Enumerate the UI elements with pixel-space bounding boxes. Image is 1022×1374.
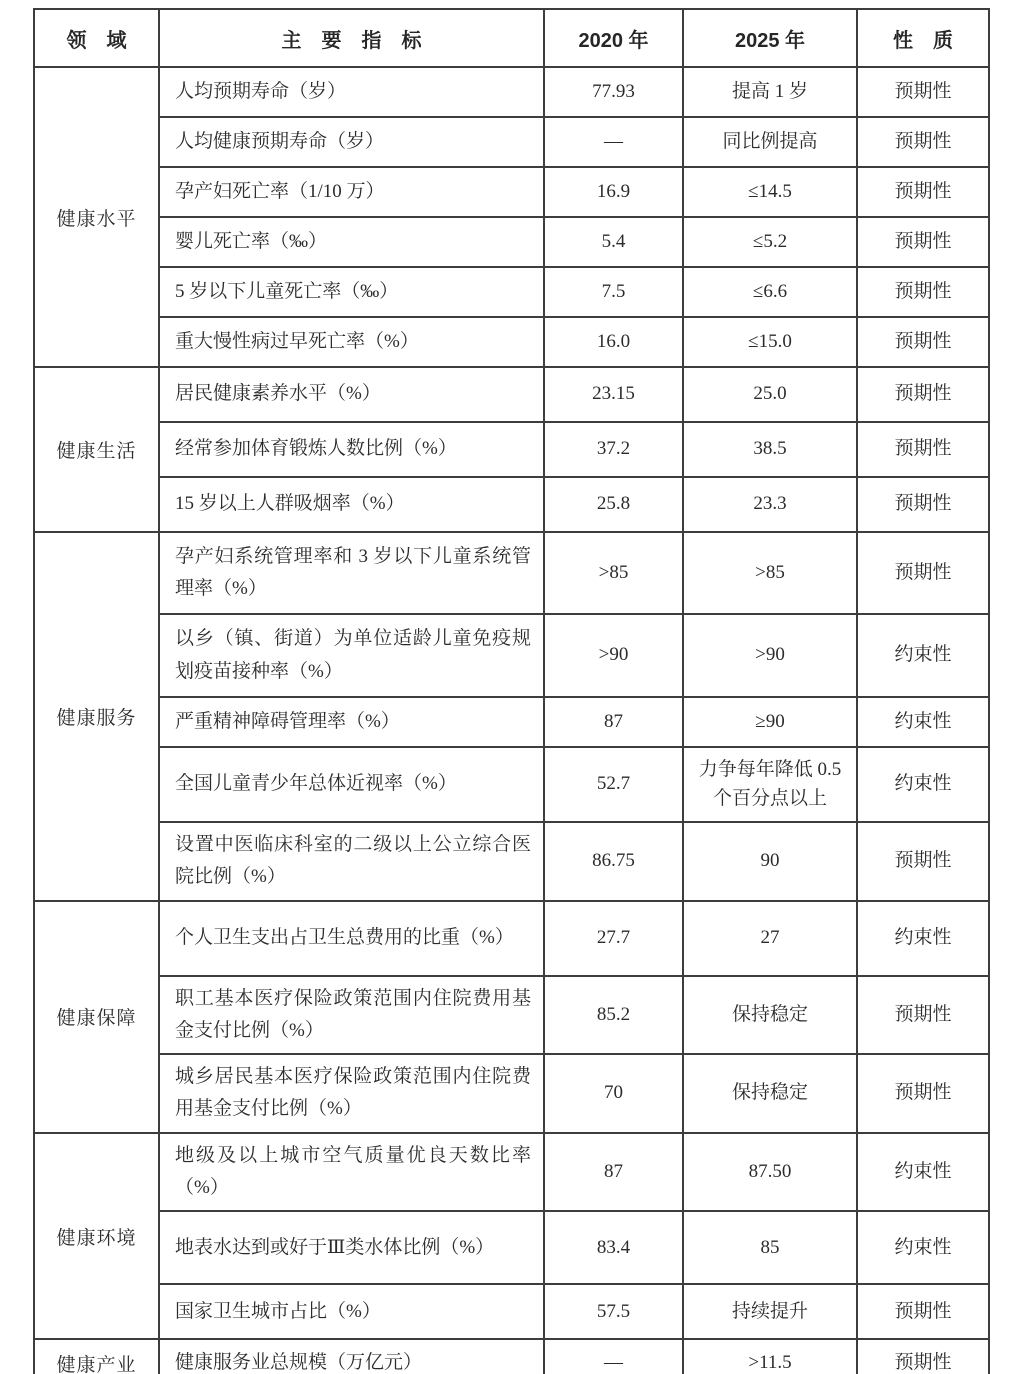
indicator-cell: 地级及以上城市空气质量优良天数比率（%） [159, 1133, 544, 1212]
value-2025-cell: 保持稳定 [683, 976, 857, 1055]
indicator-cell: 地表水达到或好于Ⅲ类水体比例（%） [159, 1211, 544, 1284]
value-2020-cell: 27.7 [544, 901, 683, 976]
value-2025-cell: 87.50 [683, 1133, 857, 1212]
value-2025-cell: 力争每年降低 0.5 个百分点以上 [683, 747, 857, 822]
indicator-cell: 城乡居民基本医疗保险政策范围内住院费用基金支付比例（%） [159, 1054, 544, 1133]
nature-cell: 预期性 [857, 67, 989, 117]
header-row [34, 9, 989, 67]
value-2020-cell: — [544, 117, 683, 167]
indicator-cell: 职工基本医疗保险政策范围内住院费用基金支付比例（%） [159, 976, 544, 1055]
nature-cell: 预期性 [857, 1284, 989, 1339]
value-2025-cell: ≥90 [683, 697, 857, 747]
value-2020-cell: >90 [544, 614, 683, 697]
nature-cell: 预期性 [857, 422, 989, 477]
value-2025-cell: 27 [683, 901, 857, 976]
indicator-cell: 居民健康素养水平（%） [159, 367, 544, 422]
nature-cell: 预期性 [857, 167, 989, 217]
value-2020-cell: 37.2 [544, 422, 683, 477]
value-2025-cell: 23.3 [683, 477, 857, 532]
table-row [34, 1339, 989, 1374]
indicator-cell: 个人卫生支出占卫生总费用的比重（%） [159, 901, 544, 976]
value-2025-cell: 保持稳定 [683, 1054, 857, 1133]
table-row [34, 697, 989, 747]
value-2020-cell: 85.2 [544, 976, 683, 1055]
table-row [34, 267, 989, 317]
field-cell: 健康服务 [34, 532, 159, 901]
value-2020-cell: 87 [544, 1133, 683, 1212]
table-row [34, 422, 989, 477]
indicator-cell: 人均预期寿命（岁） [159, 67, 544, 117]
field-cell: 健康产业 [34, 1339, 159, 1374]
indicator-cell: 孕产妇死亡率（1/10 万） [159, 167, 544, 217]
table-row [34, 217, 989, 267]
nature-cell: 预期性 [857, 267, 989, 317]
table-row [34, 367, 989, 422]
value-2025-cell: ≤5.2 [683, 217, 857, 267]
field-cell: 健康水平 [34, 67, 159, 367]
indicator-cell: 婴儿死亡率（‰） [159, 217, 544, 267]
table-row [34, 1133, 989, 1212]
table-row [34, 117, 989, 167]
value-2020-cell: 70 [544, 1054, 683, 1133]
value-2020-cell: 77.93 [544, 67, 683, 117]
value-2025-cell: 38.5 [683, 422, 857, 477]
value-2020-cell: 7.5 [544, 267, 683, 317]
indicator-cell: 国家卫生城市占比（%） [159, 1284, 544, 1339]
value-2020-cell: 52.7 [544, 747, 683, 822]
table-row [34, 822, 989, 901]
nature-cell: 预期性 [857, 477, 989, 532]
header-indicator: 主 要 指 标 [159, 9, 544, 67]
header-2020: 2020 年 [544, 9, 683, 67]
value-2025-cell: >11.5 [683, 1339, 857, 1374]
table-row [34, 1211, 989, 1284]
table-row [34, 614, 989, 697]
field-cell: 健康环境 [34, 1133, 159, 1340]
value-2020-cell: >85 [544, 532, 683, 614]
field-cell: 健康保障 [34, 901, 159, 1133]
value-2025-cell: 90 [683, 822, 857, 901]
value-2025-cell: 同比例提高 [683, 117, 857, 167]
value-2020-cell: 23.15 [544, 367, 683, 422]
value-2025-cell: ≤14.5 [683, 167, 857, 217]
health-indicators-table [33, 8, 990, 1374]
header-2025: 2025 年 [683, 9, 857, 67]
value-2025-cell: 85 [683, 1211, 857, 1284]
indicator-cell: 15 岁以上人群吸烟率（%） [159, 477, 544, 532]
indicator-cell: 健康服务业总规模（万亿元） [159, 1339, 544, 1374]
nature-cell: 约束性 [857, 747, 989, 822]
nature-cell: 预期性 [857, 1054, 989, 1133]
nature-cell: 预期性 [857, 367, 989, 422]
nature-cell: 预期性 [857, 532, 989, 614]
indicator-cell: 严重精神障碍管理率（%） [159, 697, 544, 747]
nature-cell: 约束性 [857, 1211, 989, 1284]
nature-cell: 预期性 [857, 117, 989, 167]
value-2025-cell: 持续提升 [683, 1284, 857, 1339]
indicator-cell: 孕产妇系统管理率和 3 岁以下儿童系统管理率（%） [159, 532, 544, 614]
header-field: 领 域 [34, 9, 159, 67]
table-row [34, 901, 989, 976]
value-2020-cell: 16.9 [544, 167, 683, 217]
table-row [34, 477, 989, 532]
nature-cell: 约束性 [857, 901, 989, 976]
value-2025-cell: >90 [683, 614, 857, 697]
table-row [34, 976, 989, 1055]
table-row [34, 1054, 989, 1133]
indicator-cell: 设置中医临床科室的二级以上公立综合医院比例（%） [159, 822, 544, 901]
value-2025-cell: 25.0 [683, 367, 857, 422]
value-2020-cell: 86.75 [544, 822, 683, 901]
table-row [34, 1284, 989, 1339]
table-row [34, 317, 989, 367]
value-2020-cell: 25.8 [544, 477, 683, 532]
value-2025-cell: >85 [683, 532, 857, 614]
nature-cell: 预期性 [857, 1339, 989, 1374]
value-2020-cell: 87 [544, 697, 683, 747]
indicator-cell: 5 岁以下儿童死亡率（‰） [159, 267, 544, 317]
nature-cell: 预期性 [857, 317, 989, 367]
nature-cell: 预期性 [857, 976, 989, 1055]
table-row [34, 532, 989, 614]
header-nature: 性 质 [857, 9, 989, 67]
nature-cell: 约束性 [857, 697, 989, 747]
nature-cell: 预期性 [857, 822, 989, 901]
value-2025-cell: 提高 1 岁 [683, 67, 857, 117]
value-2020-cell: 16.0 [544, 317, 683, 367]
indicator-cell: 经常参加体育锻炼人数比例（%） [159, 422, 544, 477]
nature-cell: 约束性 [857, 614, 989, 697]
nature-cell: 预期性 [857, 217, 989, 267]
value-2025-cell: ≤6.6 [683, 267, 857, 317]
nature-cell: 约束性 [857, 1133, 989, 1212]
indicator-cell: 重大慢性病过早死亡率（%） [159, 317, 544, 367]
table-row [34, 747, 989, 822]
indicator-cell: 人均健康预期寿命（岁） [159, 117, 544, 167]
table-row [34, 67, 989, 117]
value-2025-cell: ≤15.0 [683, 317, 857, 367]
value-2020-cell: 57.5 [544, 1284, 683, 1339]
field-cell: 健康生活 [34, 367, 159, 532]
table-row [34, 167, 989, 217]
indicator-cell: 全国儿童青少年总体近视率（%） [159, 747, 544, 822]
value-2020-cell: — [544, 1339, 683, 1374]
value-2020-cell: 5.4 [544, 217, 683, 267]
value-2020-cell: 83.4 [544, 1211, 683, 1284]
indicator-cell: 以乡（镇、街道）为单位适龄儿童免疫规划疫苗接种率（%） [159, 614, 544, 697]
